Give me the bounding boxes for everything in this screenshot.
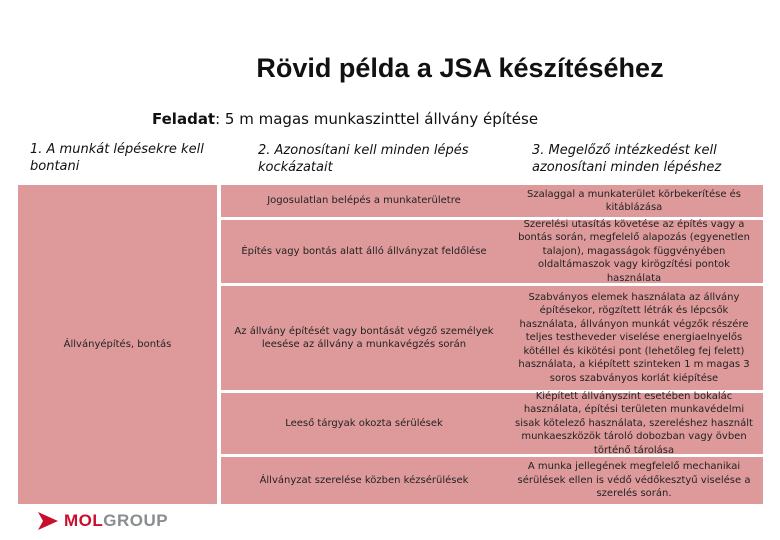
task-line — [152, 110, 538, 128]
mol-logo-icon — [38, 512, 58, 530]
column-header-risks: 2. Azonosítani kell minden lépés kockázatait — [258, 143, 469, 175]
risk-cell-5: Állványzat szerelése közben kézsérülések — [221, 457, 507, 504]
slide-title: Rövid példa a JSA készítéséhez — [256, 53, 664, 83]
column-header-measures: 3. Megelőző intézkedést kell azonosítani minden lépéshez — [532, 143, 722, 175]
risk-cell-4: Leeső tárgyak okozta sérülések — [221, 393, 507, 454]
measure-cell-3: Szabványos elemek használata az állvány építésekor, rögzített létrák és lépcsők használata, állványon munkát végzők részére teljes testheveder viselése energiaelnyelős kötéllel és kikötési pont (lehetőleg fej felett) használata, a kiépített szinteken 1 m magas 3 soros szabványos korlát kiépítése — [505, 286, 763, 390]
risk-cell-3: Az állvány építését vagy bontását végző személyek leesése az állvány a munkavégzés során — [221, 286, 507, 390]
mol-group-logo — [38, 511, 168, 531]
measure-cell-1: Szalaggal a munkaterület körbekerítése és kitáblázása — [505, 185, 763, 217]
risk-cell-1: Jogosulatlan belépés a munkaterületre — [221, 185, 507, 217]
risk-cell-2: Építés vagy bontás alatt álló állványzat feldőlése — [221, 220, 507, 283]
measure-cell-2: Szerelési utasítás követése az építés vagy a bontás során, megfelelő alapozás (egyenetlen talajon), magasságok függvényében oldaltámaszok vagy kirögzítési pontok használata — [505, 220, 763, 283]
task-text: : 5 m magas munkaszinttel állvány építése — [215, 110, 539, 128]
column-header-steps: 1. A munkát lépésekre kell bontani — [30, 142, 204, 174]
logo-text-group: GROUP — [103, 511, 169, 530]
measure-cell-4: Kiépített állványszint esetében bokalác használata, építési területen munkavédelmi sisak kötelező használata, szereléshez használt munkaeszközök tároló dobozban vagy övben történő tárolása — [505, 393, 763, 454]
task-label: Feladat — [152, 110, 216, 128]
measure-cell-5: A munka jellegének megfelelő mechanikai sérülések ellen is védő védőkesztyű viselése a szerelés során. — [505, 457, 763, 504]
step-cell: Állványépítés, bontás — [18, 185, 217, 504]
logo-text-mol: MOL — [64, 511, 104, 530]
